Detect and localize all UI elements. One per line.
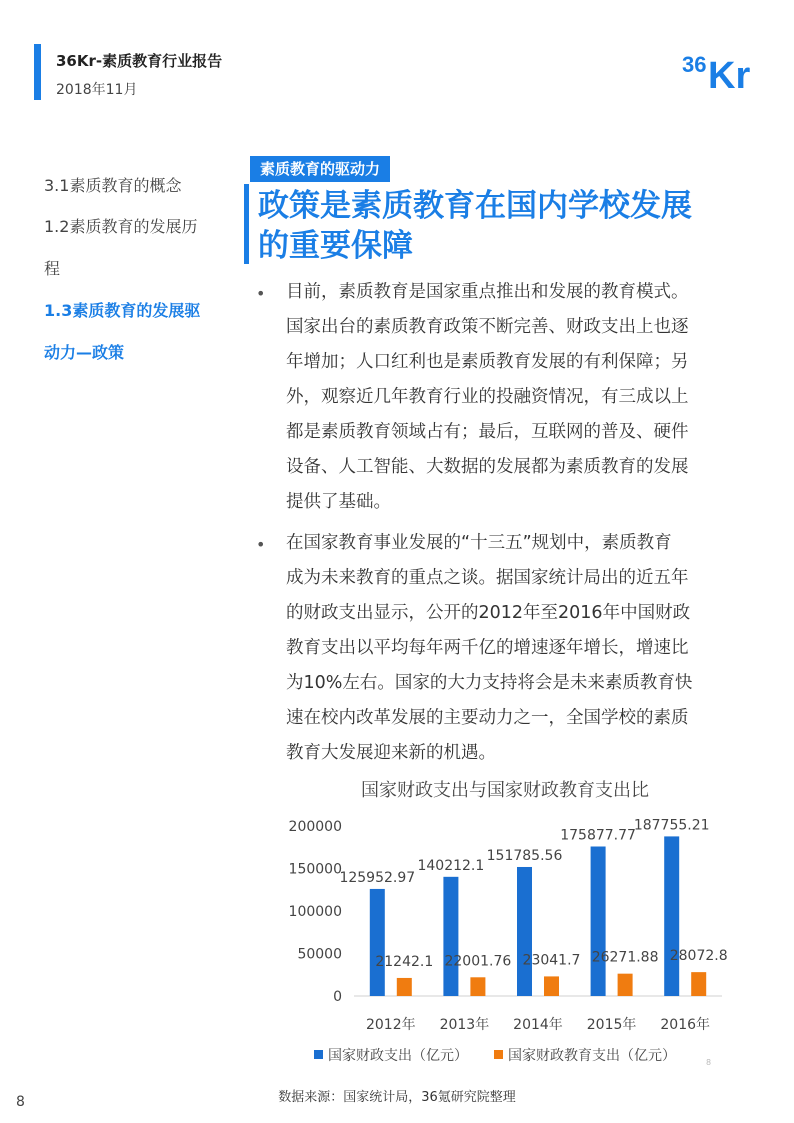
section-tag: 素质教育的驱动力 [250,156,390,182]
bar-chart [270,770,740,1080]
data-label-fiscal: 140212.1 [417,857,485,874]
paragraph-line: 提供了基础。 [286,492,391,512]
bar-education-expenditure [397,978,412,996]
headline-line: 的重要保障 [258,228,413,264]
page-headline [258,186,728,266]
bar-fiscal-expenditure [591,847,606,996]
x-tick-label: 2015年 [586,1017,637,1033]
paragraph-line: 国家出台的素质教育政策不断完善、财政支出上也逐 [286,317,689,337]
report-title: 36Kr-素质教育行业报告 [56,52,223,70]
paragraph-line: 目前，素质教育是国家重点推出和发展的教育模式。 [286,282,689,302]
bar-fiscal-expenditure [517,867,532,996]
toc-item-history[interactable]: 1.2素质教育的发展历 [44,217,198,236]
paragraph-line: 在国家教育事业发展的“十三五”规划中，素质教育 [286,533,672,553]
toc-item-drivers-active-cont[interactable]: 动力—政策 [44,343,125,362]
data-label-education: 26271.88 [591,949,659,966]
data-label-education: 23041.7 [522,952,581,969]
x-tick-label: 2012年 [365,1017,416,1033]
data-label-fiscal: 151785.56 [486,847,563,864]
bar-fiscal-expenditure [443,877,458,996]
paragraph-line: 教育大发展迎来新的机遇。 [286,743,496,763]
legend-label-education: 国家财政教育支出（亿元） [508,1048,676,1064]
data-label-fiscal: 175877.77 [560,827,636,844]
paragraph-line: 成为未来教育的重点之谈。据国家统计局出的近五年 [286,568,689,588]
y-tick-label: 150000 [288,861,342,878]
data-label-education: 28072.8 [669,948,728,965]
x-tick-label: 2013年 [439,1017,490,1033]
toc-item-concept[interactable]: 3.1素质教育的概念 [44,176,182,195]
bar-education-expenditure [618,974,633,996]
data-label-fiscal: 125952.97 [339,869,416,886]
legend-swatch-fiscal [314,1050,323,1059]
paragraph-2 [286,526,726,771]
headline-line: 政策是素质教育在国内学校发展 [258,188,692,224]
header-accent-bar [34,44,41,100]
bar-fiscal-expenditure [664,836,679,996]
x-tick-label: 2014年 [513,1017,563,1033]
bullet-dot: • [256,284,266,303]
y-tick-label: 0 [333,989,342,1005]
paragraph-line: 都是素质教育领域占有；最后，互联网的普及、硬件 [286,422,689,442]
data-label-fiscal: 187755.21 [633,817,710,834]
report-date: 2018年11月 [56,82,138,98]
paragraph-line: 为10%左右。国家的大力支持将会是未来素质教育快 [286,673,693,693]
legend-label-fiscal: 国家财政支出（亿元） [328,1048,468,1064]
data-source: 数据来源：国家统计局，36氪研究院整理 [278,1090,516,1105]
bar-fiscal-expenditure [370,889,385,996]
headline-accent-bar [244,184,249,264]
paragraph-line: 设备、人工智能、大数据的发展都为素质教育的发展 [286,457,689,477]
bar-education-expenditure [470,977,485,996]
y-tick-label: 200000 [288,819,342,835]
paragraph-line: 教育支出以平均每年两千亿的增速逐年增长，增速比 [286,638,689,658]
logo-text-kr: Kr [708,55,751,92]
bar-education-expenditure [544,976,559,996]
data-label-education: 22001.76 [444,953,512,970]
toc-item-drivers-active[interactable]: 1.3素质教育的发展驱 [44,301,201,320]
page-number: 8 [16,1094,25,1110]
y-tick-label: 100000 [288,904,342,920]
brand-logo [680,44,766,92]
data-label-education: 21242.1 [375,953,434,970]
paragraph-line: 年增加；人口红利也是素质教育发展的有利保障；另 [286,352,689,372]
chart-title: 国家财政支出与国家财政教育支出比 [361,780,649,801]
paragraph-1 [286,275,726,520]
logo-text-36: 36 [682,52,707,77]
bar-education-expenditure [691,972,706,996]
paragraph-line: 的财政支出显示，公开的2012年至2016年中国财政 [286,603,691,623]
paragraph-line: 外，观察近几年教育行业的投融资情况，有三成以上 [286,387,689,407]
x-tick-label: 2016年 [660,1017,711,1033]
faint-page-mark: 8 [706,1058,712,1067]
bullet-dot: • [256,535,266,554]
y-tick-label: 50000 [297,946,342,963]
paragraph-line: 速在校内改革发展的主要动力之一，全国学校的素质 [286,708,689,728]
toc-item-history-cont[interactable]: 程 [44,259,61,278]
legend-swatch-education [494,1050,503,1059]
